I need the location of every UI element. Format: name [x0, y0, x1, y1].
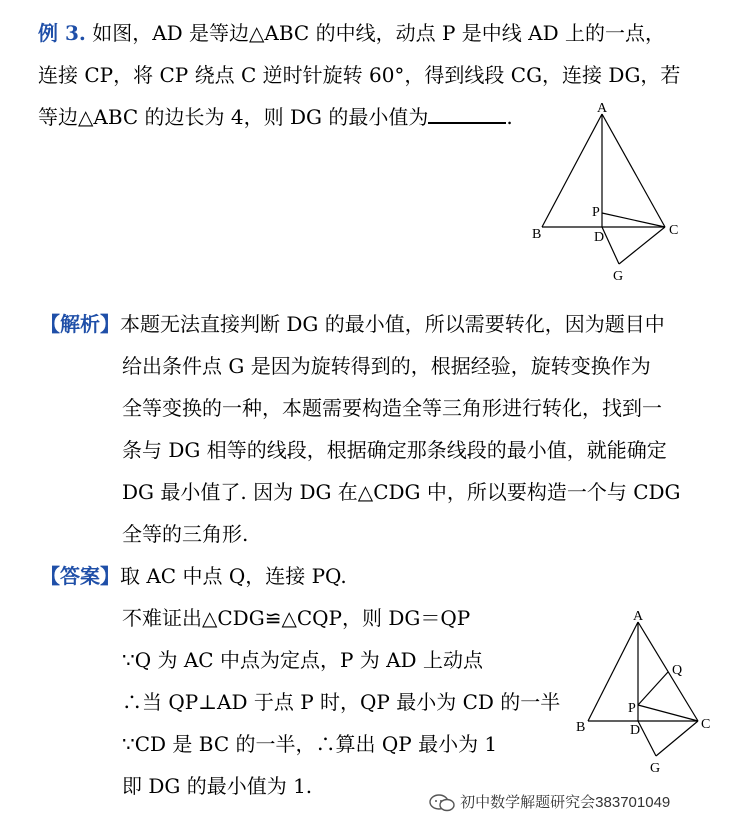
watermark-text: 初中数学解题研究会383701049	[460, 794, 671, 811]
label-c: C	[669, 223, 679, 238]
label-d: D	[594, 230, 605, 245]
answer-text-first: 取 AC 中点 Q，连接 PQ.	[120, 564, 347, 588]
label-b-2: B	[576, 720, 586, 735]
analysis-line-5: DG 最小值了. 因为 DG 在△CDG 中，所以要构造一个与 CDG	[122, 480, 681, 504]
analysis-line-3: 全等变换的一种，本题需要构造全等三角形进行转化，找到一	[122, 396, 662, 420]
label-g: G	[613, 269, 624, 284]
segment-dg-2	[638, 721, 656, 756]
answer-line-1	[40, 563, 347, 589]
answer-blank	[428, 104, 506, 124]
figure-1	[528, 100, 708, 290]
answer-line-4: ∴当 QP⊥AD 于点 P 时，QP 最小为 CD 的一半	[122, 690, 561, 714]
label-b: B	[532, 227, 542, 242]
analysis-tag: 【解析】	[40, 312, 120, 336]
answer-line-3: ∵Q 为 AC 中点为定点，P 为 AD 上动点	[122, 648, 483, 672]
answer-line-2: 不难证出△CDG≌△CQP，则 DG＝QP	[122, 606, 471, 630]
label-a: A	[597, 101, 608, 116]
example-line-1	[38, 20, 665, 46]
segment-pc	[602, 213, 665, 227]
label-q-2: Q	[672, 663, 683, 678]
example-line-3	[38, 104, 513, 130]
segment-pq-2	[638, 672, 668, 705]
wechat-icon	[428, 793, 456, 813]
answer-line-5: ∵CD 是 BC 的一半，∴算出 QP 最小为 1	[122, 732, 498, 756]
segment-dg	[602, 227, 619, 264]
label-c-2: C	[701, 717, 711, 732]
analysis-line-6: 全等的三角形.	[122, 522, 249, 546]
segment-cg	[619, 227, 665, 264]
segment-ac-2	[638, 622, 698, 721]
segment-pc-2	[638, 705, 698, 721]
example-text-3-end: .	[506, 105, 513, 129]
label-a-2: A	[633, 609, 644, 624]
analysis-text-1: 本题无法直接判断 DG 的最小值，所以需要转化，因为题目中	[120, 312, 665, 336]
answer-tag: 【答案】	[40, 564, 120, 588]
label-d-2: D	[630, 723, 641, 738]
segment-ac	[602, 114, 665, 227]
example-text-3: 等边△ABC 的边长为 4，则 DG 的最小值为	[38, 105, 429, 129]
segment-cg-2	[656, 721, 698, 756]
example-text-1: 如图，AD 是等边△ABC 的中线，动点 P 是中线 AD 上的一点，	[92, 21, 665, 45]
label-p: P	[592, 205, 600, 220]
label-g-2: G	[650, 761, 661, 776]
example-label: 例 3.	[38, 21, 86, 45]
answer-line-6: 即 DG 的最小值为 1.	[122, 774, 313, 798]
figure-2	[568, 608, 728, 778]
watermark	[428, 791, 670, 813]
example-line-2: 连接 CP，将 CP 绕点 C 逆时针旋转 60°，得到线段 CG，连接 DG，若	[38, 63, 681, 87]
label-p-2: P	[628, 701, 636, 716]
analysis-line-4: 条与 DG 相等的线段，根据确定那条线段的最小值，就能确定	[122, 438, 667, 462]
analysis-line-2: 给出条件点 G 是因为旋转得到的，根据经验，旋转变换作为	[122, 354, 651, 378]
analysis-line-1	[40, 311, 665, 337]
